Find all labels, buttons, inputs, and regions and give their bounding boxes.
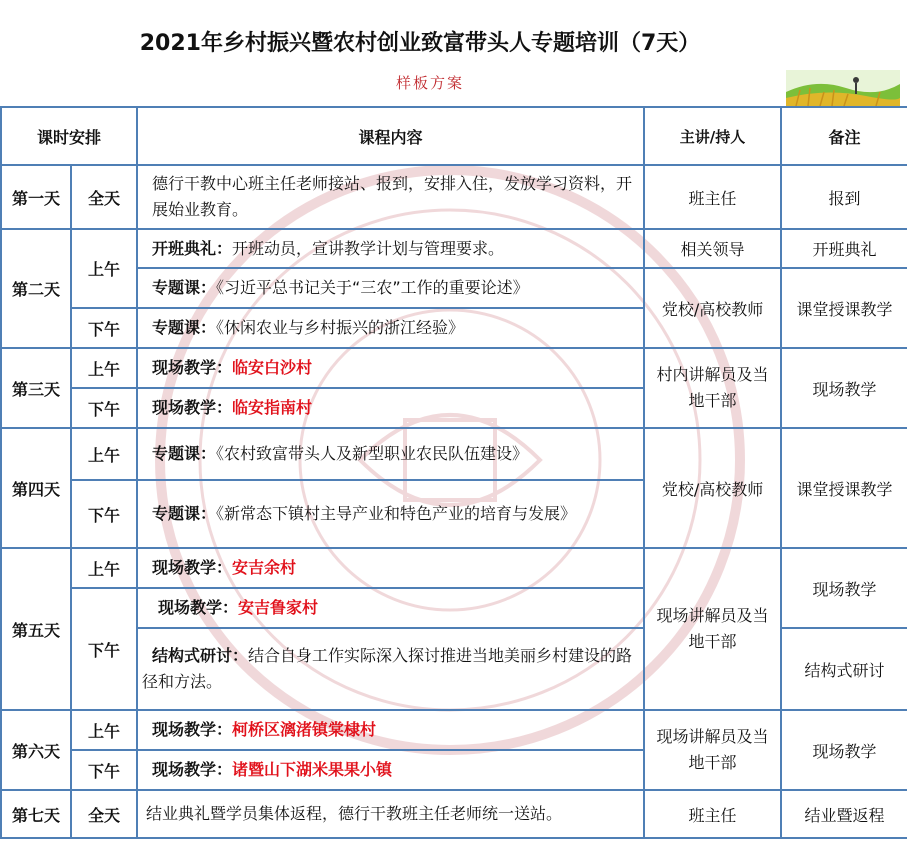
speaker-cell: 相关领导 xyxy=(644,229,781,268)
slot-label: 下午 xyxy=(71,480,137,548)
page-title: 2021年乡村振兴暨农村创业致富带头人专题培训（7天） xyxy=(139,31,701,56)
site-name: 临安指南村 xyxy=(232,398,313,417)
slot-label: 全天 xyxy=(71,790,137,838)
slot-label: 下午 xyxy=(71,388,137,428)
slot-label: 上午 xyxy=(71,428,137,480)
note-cell: 课堂授课教学 xyxy=(781,428,907,548)
table-row xyxy=(1,548,907,588)
speaker-cell: 班主任 xyxy=(644,790,781,838)
table-row xyxy=(1,229,907,268)
table-row xyxy=(1,790,907,838)
table-row xyxy=(1,348,907,388)
header-speaker: 主讲/持人 xyxy=(644,107,781,165)
day-label: 第七天 xyxy=(1,790,71,838)
course-content xyxy=(137,480,644,548)
slot-label: 全天 xyxy=(71,165,137,229)
slot-label: 下午 xyxy=(71,588,137,710)
course-type-label: 专题课： xyxy=(152,444,217,463)
course-type-label: 现场教学： xyxy=(152,720,233,739)
course-text: 开班动员，宣讲教学计划与管理要求。 xyxy=(232,238,505,258)
course-text: 结合自身工作实际深入探讨推进当地美丽乡村建设的路径和方法。 xyxy=(142,646,633,691)
course-content xyxy=(137,588,644,628)
day-label: 第四天 xyxy=(1,428,71,548)
slot-label: 上午 xyxy=(71,348,137,388)
note-cell: 开班典礼 xyxy=(781,229,907,268)
speaker-cell: 村内讲解员及当地干部 xyxy=(644,348,781,428)
course-text: 《休闲农业与乡村振兴的浙江经验》 xyxy=(216,318,465,337)
page-subtitle: 样板方案 xyxy=(395,74,464,92)
note-cell: 报到 xyxy=(781,165,907,229)
header-content: 课程内容 xyxy=(137,107,644,165)
course-type-label: 现场教学： xyxy=(152,760,233,779)
course-type-label: 开班典礼： xyxy=(152,238,233,258)
note-cell: 课堂授课教学 xyxy=(781,268,907,348)
course-type-label: 现场教学： xyxy=(158,598,239,617)
site-name: 临安白沙村 xyxy=(232,358,313,377)
course-type-label: 现场教学： xyxy=(152,358,233,377)
slot-label: 上午 xyxy=(71,548,137,588)
note-cell: 现场教学 xyxy=(781,710,907,790)
header-note: 备注 xyxy=(781,107,907,165)
table-row xyxy=(1,428,907,480)
note-cell: 现场教学 xyxy=(781,348,907,428)
note-cell: 结业暨返程 xyxy=(781,790,907,838)
course-text: 《农村致富带头人及新型职业农民队伍建设》 xyxy=(216,444,529,463)
course-type-label: 现场教学： xyxy=(152,558,233,577)
course-text: 《新常态下镇村主导产业和特色产业的培育与发展》 xyxy=(216,504,577,523)
farm-landscape-logo xyxy=(786,70,900,106)
day-label: 第三天 xyxy=(1,348,71,428)
course-content xyxy=(137,628,644,710)
site-name: 安吉鲁家村 xyxy=(238,598,319,617)
course-content xyxy=(137,710,644,750)
speaker-cell: 班主任 xyxy=(644,165,781,229)
course-content xyxy=(137,229,644,268)
table-row xyxy=(1,165,907,229)
slot-label: 下午 xyxy=(71,308,137,348)
site-name: 诸暨山下湖米果果小镇 xyxy=(232,760,393,779)
day-label: 第六天 xyxy=(1,710,71,790)
course-content xyxy=(137,308,644,348)
course-type-label: 专题课： xyxy=(152,318,217,337)
course-content xyxy=(137,348,644,388)
schedule-table xyxy=(0,106,907,839)
slot-label: 下午 xyxy=(71,750,137,790)
course-type-label: 专题课： xyxy=(152,278,217,297)
course-type-label: 现场教学： xyxy=(152,398,233,417)
day-label: 第五天 xyxy=(1,548,71,710)
day-label: 第一天 xyxy=(1,165,71,229)
slot-label: 上午 xyxy=(71,710,137,750)
speaker-cell: 现场讲解员及当地干部 xyxy=(644,710,781,790)
note-cell: 现场教学 xyxy=(781,548,907,628)
note-cell: 结构式研讨 xyxy=(781,628,907,710)
speaker-cell: 党校/高校教师 xyxy=(644,268,781,348)
speaker-cell: 党校/高校教师 xyxy=(644,428,781,548)
course-type-label: 结构式研讨： xyxy=(152,646,249,665)
course-type-label: 专题课： xyxy=(152,504,217,523)
table-row xyxy=(1,268,907,308)
course-content xyxy=(137,388,644,428)
course-content xyxy=(137,268,644,308)
site-name: 安吉余村 xyxy=(232,558,297,577)
day-label: 第二天 xyxy=(1,229,71,348)
header-schedule: 课时安排 xyxy=(1,107,137,165)
site-name: 柯桥区漓渚镇棠棣村 xyxy=(232,720,377,739)
course-content xyxy=(137,548,644,588)
course-content: 德行干教中心班主任老师接站、报到，安排入住，发放学习资料，开展始业教育。 xyxy=(137,165,644,229)
course-content xyxy=(137,428,644,480)
table-header-row xyxy=(1,107,907,165)
course-content xyxy=(137,750,644,790)
table-row xyxy=(1,710,907,750)
course-content: 结业典礼暨学员集体返程，德行干教班主任老师统一送站。 xyxy=(137,790,644,838)
speaker-cell: 现场讲解员及当地干部 xyxy=(644,548,781,710)
course-text: 《习近平总书记关于“三农”工作的重要论述》 xyxy=(216,278,529,297)
slot-label: 上午 xyxy=(71,229,137,308)
